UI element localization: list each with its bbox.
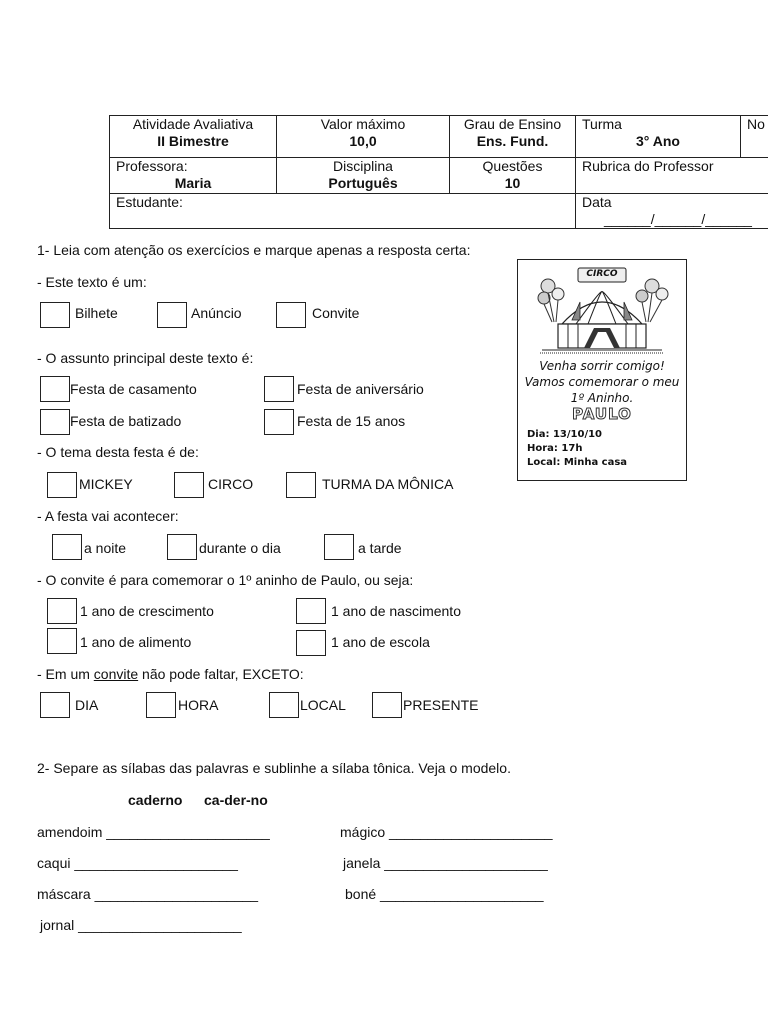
q1-s4-prompt: - A festa vai acontecer: bbox=[37, 508, 179, 524]
checkbox-presente[interactable] bbox=[372, 692, 402, 718]
disciplina-label: Disciplina bbox=[333, 158, 393, 174]
option-1-ano-escola: 1 ano de escola bbox=[331, 634, 430, 650]
header-table bbox=[109, 115, 768, 229]
invitation-banner: CIRCO bbox=[586, 269, 618, 279]
disciplina-value: Português bbox=[328, 175, 398, 191]
turma-value: 3° Ano bbox=[636, 133, 680, 149]
option-mickey: MICKEY bbox=[79, 476, 133, 492]
q2-word-amendoim[interactable]: amendoim _____________________ bbox=[37, 824, 270, 840]
option-circo: CIRCO bbox=[208, 476, 254, 492]
q1-s3-prompt: - O tema desta festa é de: bbox=[37, 444, 199, 460]
option-1-ano-alimento: 1 ano de alimento bbox=[80, 634, 192, 650]
invitation-line2: Vamos comemorar o meu bbox=[524, 375, 680, 389]
invitation-line3: 1º Aninho. bbox=[570, 391, 634, 405]
turma-cell bbox=[576, 116, 741, 158]
option-festa-batizado: Festa de batizado bbox=[70, 413, 182, 429]
professora-cell bbox=[110, 158, 277, 194]
q1-s6-prompt-underlined: convite bbox=[93, 666, 139, 682]
checkbox-festa-aniversario[interactable] bbox=[264, 376, 294, 402]
estudante-label: Estudante: bbox=[116, 194, 183, 210]
option-turma-da-monica: TURMA DA MÔNICA bbox=[322, 476, 454, 492]
checkbox-a-tarde[interactable] bbox=[324, 534, 354, 560]
checkbox-1-ano-crescimento[interactable] bbox=[47, 598, 77, 624]
valor-cell bbox=[277, 116, 450, 158]
option-dia: DIA bbox=[75, 697, 99, 713]
atividade-cell bbox=[110, 116, 277, 158]
data-cell[interactable] bbox=[576, 194, 768, 229]
turma-label: Turma bbox=[582, 116, 622, 132]
valor-value: 10,0 bbox=[349, 133, 377, 149]
atividade-label: Atividade Avaliativa bbox=[132, 116, 254, 132]
q1-s1-prompt: - Este texto é um: bbox=[37, 274, 147, 290]
checkbox-dia[interactable] bbox=[40, 692, 70, 718]
q2-word-bone[interactable]: boné _____________________ bbox=[345, 886, 544, 902]
data-blank: ______/______/______ bbox=[604, 211, 752, 227]
q2-word-jornal[interactable]: jornal _____________________ bbox=[40, 917, 242, 933]
q2-model-word: caderno bbox=[128, 792, 183, 808]
estudante-cell[interactable] bbox=[110, 194, 576, 229]
checkbox-mickey[interactable] bbox=[47, 472, 77, 498]
option-local: LOCAL bbox=[300, 697, 346, 713]
checkbox-festa-15-anos[interactable] bbox=[264, 409, 294, 435]
checkbox-hora[interactable] bbox=[146, 692, 176, 718]
option-a-tarde: a tarde bbox=[358, 540, 402, 556]
nota-label: No bbox=[747, 116, 765, 132]
q2-title: 2- Separe as sílabas das palavras e sublinhe a sílaba tônica. Veja o modelo. bbox=[37, 760, 511, 776]
option-festa-aniversario: Festa de aniversário bbox=[297, 381, 424, 397]
grau-value: Ens. Fund. bbox=[476, 133, 549, 149]
checkbox-1-ano-alimento[interactable] bbox=[47, 628, 77, 654]
option-festa-casamento: Festa de casamento bbox=[70, 381, 197, 397]
checkbox-convite[interactable] bbox=[276, 302, 306, 328]
q1-s2-prompt: - O assunto principal deste texto é: bbox=[37, 350, 254, 366]
option-durante-o-dia: durante o dia bbox=[199, 540, 281, 556]
q1-s5-prompt: - O convite é para comemorar o 1º aninho de Paulo, ou seja: bbox=[37, 572, 414, 588]
q1-s6-prompt-pre: - Em um bbox=[37, 666, 94, 682]
option-festa-15-anos: Festa de 15 anos bbox=[297, 413, 406, 429]
professora-value: Maria bbox=[174, 175, 212, 191]
checkbox-anuncio[interactable] bbox=[157, 302, 187, 328]
option-convite: Convite bbox=[312, 305, 360, 321]
option-hora: HORA bbox=[178, 697, 219, 713]
checkbox-1-ano-escola[interactable] bbox=[296, 630, 326, 656]
q1-s6-prompt-post: não pode faltar, EXCETO: bbox=[138, 666, 304, 682]
grau-cell bbox=[450, 116, 576, 158]
valor-label: Valor máximo bbox=[320, 116, 406, 132]
grau-label: Grau de Ensino bbox=[463, 116, 562, 132]
checkbox-a-noite[interactable] bbox=[52, 534, 82, 560]
questoes-label: Questões bbox=[482, 158, 543, 174]
checkbox-festa-batizado[interactable] bbox=[40, 409, 70, 435]
checkbox-durante-o-dia[interactable] bbox=[167, 534, 197, 560]
questoes-value: 10 bbox=[504, 175, 521, 191]
q2-word-mascara[interactable]: máscara _____________________ bbox=[37, 886, 259, 902]
invitation-name: PAULO bbox=[572, 405, 632, 423]
q2-model-split: ca-der-no bbox=[204, 792, 268, 808]
option-presente: PRESENTE bbox=[403, 697, 479, 713]
rubrica-cell bbox=[576, 158, 768, 194]
invitation-local: Local: Minha casa bbox=[527, 457, 628, 468]
option-a-noite: a noite bbox=[84, 540, 127, 556]
invitation-hora: Hora: 17h bbox=[527, 443, 583, 454]
checkbox-bilhete[interactable] bbox=[40, 302, 70, 328]
q2-word-janela[interactable]: janela _____________________ bbox=[343, 855, 548, 871]
option-1-ano-nascimento: 1 ano de nascimento bbox=[331, 603, 461, 619]
q2-word-magico[interactable]: mágico _____________________ bbox=[340, 824, 553, 840]
checkbox-turma-da-monica[interactable] bbox=[286, 472, 316, 498]
checkbox-festa-casamento[interactable] bbox=[40, 376, 70, 402]
option-anuncio: Anúncio bbox=[191, 305, 242, 321]
invitation-card bbox=[517, 259, 687, 481]
option-bilhete: Bilhete bbox=[75, 305, 118, 321]
q1-title: 1- Leia com atenção os exercícios e marque apenas a resposta certa: bbox=[37, 242, 471, 258]
atividade-value: II Bimestre bbox=[157, 133, 229, 149]
disciplina-cell bbox=[277, 158, 450, 194]
option-1-ano-crescimento: 1 ano de crescimento bbox=[80, 603, 214, 619]
questoes-cell bbox=[450, 158, 576, 194]
invitation-line1: Venha sorrir comigo! bbox=[539, 359, 665, 373]
rubrica-label: Rubrica do Professor bbox=[582, 158, 714, 174]
q2-word-caqui[interactable]: caqui _____________________ bbox=[37, 855, 238, 871]
nota-cell bbox=[741, 116, 768, 158]
data-label: Data bbox=[582, 194, 612, 210]
q1-s6-prompt bbox=[37, 666, 304, 682]
invitation-dia: Dia: 13/10/10 bbox=[527, 429, 603, 440]
professora-label: Professora: bbox=[116, 158, 188, 174]
checkbox-local[interactable] bbox=[269, 692, 299, 718]
checkbox-circo[interactable] bbox=[174, 472, 204, 498]
checkbox-1-ano-nascimento[interactable] bbox=[296, 598, 326, 624]
